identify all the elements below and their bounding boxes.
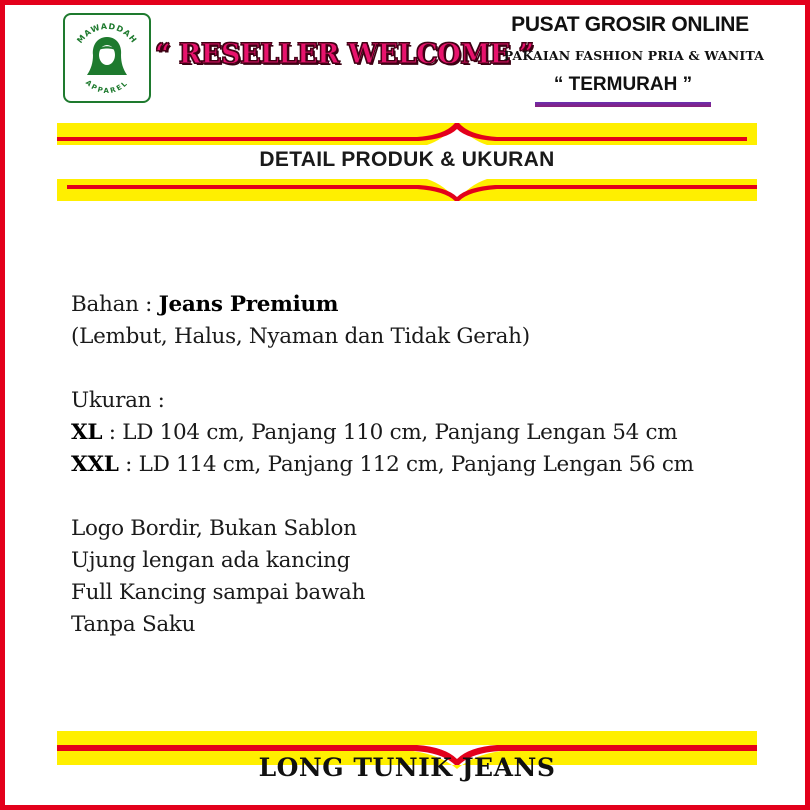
divider-underline — [535, 102, 711, 107]
material-label: Bahan : — [71, 292, 159, 317]
feature-item: Ujung lengan ada kancing — [71, 548, 351, 573]
material-line — [71, 289, 791, 321]
product-name-title: LONG TUNIK JEANS — [258, 753, 556, 782]
logo-bottom-text: APPAREL — [83, 78, 131, 96]
size-name: XL — [71, 420, 103, 445]
feature-item: Full Kancing sampai bawah — [71, 580, 366, 605]
size-row-xl — [71, 417, 791, 449]
size-name: XXL — [71, 452, 119, 477]
size-row-xxl — [71, 449, 791, 481]
price-claim: “ TERMURAH ” — [553, 74, 693, 95]
section-title-detail: DETAIL PRODUK & UKURAN — [259, 148, 555, 171]
material-note: (Lembut, Halus, Nyaman dan Tidak Gerah) — [71, 324, 530, 349]
section-banner-detail — [57, 123, 757, 201]
reseller-welcome-text: “ RESELLER WELCOME ” — [155, 39, 534, 70]
svg-text:APPAREL — [84, 79, 130, 95]
size-measurements: : LD 114 cm, Panjang 112 cm, Panjang Lengan 56 cm — [118, 452, 694, 477]
feature-item: Tanpa Saku — [71, 612, 196, 637]
feature-item: Logo Bordir, Bukan Sablon — [71, 516, 357, 541]
section-banner-product — [57, 731, 757, 807]
hijab-logo-icon — [65, 15, 149, 101]
size-label: Ukuran : — [71, 388, 165, 413]
product-description — [71, 289, 791, 641]
size-measurements: : LD 104 cm, Panjang 110 cm, Panjang Lengan 54 cm — [102, 420, 678, 445]
store-tagline: PUSAT GROSIR ONLINE — [511, 13, 749, 36]
store-category: PAKAIAN FASHION PRIA & WANITA — [503, 48, 765, 63]
logo-top-text: MAWADDAH — [75, 21, 139, 46]
brand-logo — [63, 13, 151, 103]
material-value: Jeans Premium — [158, 292, 339, 317]
